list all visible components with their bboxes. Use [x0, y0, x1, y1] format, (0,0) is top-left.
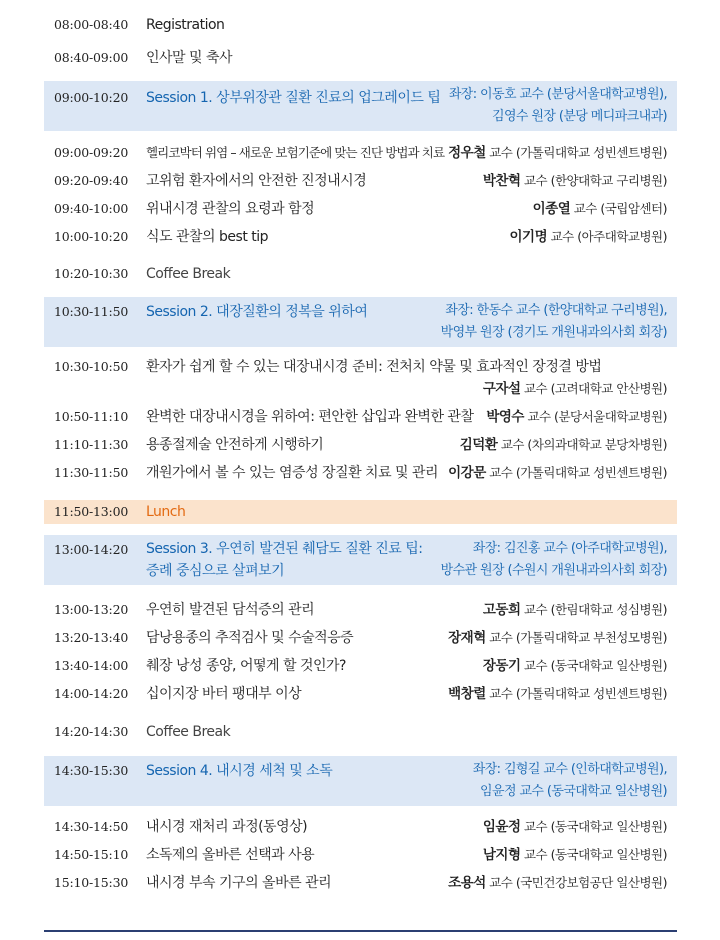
speaker-affiliation: 교수 (국립암센터) — [573, 201, 667, 216]
chair-line-2: 박영부 원장 (경기도 개원내과의사회 회장) — [440, 325, 667, 340]
time-slot: 11:10-11:30 — [54, 437, 129, 452]
speaker-affiliation: 교수 (동국대학교 일산병원) — [523, 847, 667, 862]
time-slot: 11:50-13:00 — [54, 504, 129, 519]
chair-line-2: 임윤정 교수 (동국대학교 일산병원) — [480, 784, 667, 799]
speaker-affiliation: 교수 (한림대학교 성심병원) — [523, 602, 667, 617]
speaker-affiliation: 교수 (가톨릭대학교 성빈센트병원) — [489, 145, 667, 160]
speaker — [448, 462, 667, 484]
lecture-title: 용종절제술 안전하게 시행하기 — [146, 437, 324, 453]
speaker — [483, 655, 667, 677]
speaker-name: 이기명 — [509, 229, 548, 245]
schedule-row-coffee-break — [44, 263, 677, 285]
time-slot: 10:50-11:10 — [54, 409, 129, 424]
time-slot: 13:20-13:40 — [54, 630, 129, 645]
time-slot: 11:30-11:50 — [54, 465, 129, 480]
session-2-header — [44, 297, 677, 347]
speaker-affiliation: 교수 (분당서울대학교병원) — [527, 409, 667, 424]
speaker-affiliation: 교수 (가톨릭대학교 성빈센트병원) — [489, 686, 667, 701]
time-slot: 14:50-15:10 — [54, 847, 129, 862]
speaker-affiliation: 교수 (고려대학교 안산병원) — [523, 381, 667, 396]
time-slot: 15:10-15:30 — [54, 875, 129, 890]
session-chairs — [441, 300, 667, 344]
lecture-title: 식도 관찰의 best tip — [146, 229, 269, 245]
speaker — [460, 434, 667, 456]
time-slot: 14:30-15:30 — [54, 763, 129, 778]
lecture-title: 내시경 재처리 과정(동영상) — [146, 819, 308, 835]
time-slot: 10:30-11:50 — [54, 304, 129, 319]
lecture-row — [44, 198, 677, 220]
item-title: Registration — [146, 17, 225, 33]
session-1-header — [44, 81, 677, 131]
time-slot: 14:20-14:30 — [54, 724, 129, 739]
session-chairs — [441, 538, 667, 582]
session-title: Session 1. 상부위장관 질환 진료의 업그레이드 팁 — [146, 90, 441, 106]
lecture-title: 환자가 쉽게 할 수 있는 대장내시경 준비: 전처치 약물 및 효과적인 장정결 방법 — [146, 359, 602, 375]
lecture-row — [44, 226, 677, 248]
chair-line-1: 좌장: 김형길 교수 (인하대학교병원), — [472, 762, 667, 777]
time-slot: 08:00-08:40 — [54, 17, 129, 32]
speaker — [483, 844, 667, 866]
break-title: Coffee Break — [146, 724, 231, 740]
speaker — [533, 198, 667, 220]
item-title: 인사말 및 축사 — [146, 50, 233, 66]
speaker-name: 조용석 — [448, 875, 486, 891]
break-title: Coffee Break — [146, 266, 231, 282]
lecture-row — [44, 406, 677, 428]
speaker-name: 구자설 — [482, 381, 521, 397]
lecture-title: 내시경 부속 기구의 올바른 관리 — [146, 875, 332, 891]
speaker-affiliation: 교수 (국민건강보험공단 일산병원) — [489, 875, 667, 890]
session-title-line-2: 증례 중심으로 살펴보기 — [146, 563, 285, 579]
lecture-title: 헬리코박터 위염 – 새로운 보험기준에 맞는 진단 방법과 치료 — [146, 145, 445, 160]
time-slot: 14:30-14:50 — [54, 819, 129, 834]
time-slot: 09:40-10:00 — [54, 201, 129, 216]
time-slot: 08:40-09:00 — [54, 50, 129, 65]
speaker — [448, 142, 667, 164]
speaker — [483, 816, 667, 838]
time-slot: 09:00-10:20 — [54, 90, 129, 105]
lecture-row — [44, 462, 677, 484]
chair-line-2: 김영수 원장 (분당 메디파크내과) — [492, 109, 667, 124]
time-slot: 10:00-10:20 — [54, 229, 129, 244]
lecture-row — [44, 872, 677, 894]
time-slot: 10:20-10:30 — [54, 266, 129, 281]
chair-line-1: 좌장: 이동호 교수 (분당서울대학교병원), — [448, 87, 667, 102]
speaker-name: 김덕환 — [459, 437, 498, 453]
time-slot: 14:00-14:20 — [54, 686, 129, 701]
speaker-affiliation: 교수 (차의과대학교 분당차병원) — [500, 437, 667, 452]
session-chairs — [473, 759, 667, 803]
lecture-title: 개원가에서 볼 수 있는 염증성 장질환 치료 및 관리 — [146, 465, 439, 481]
speaker-name: 박영수 — [486, 409, 524, 425]
lecture-title: 위내시경 관찰의 요령과 함정 — [146, 201, 315, 217]
lunch-title: Lunch — [146, 504, 186, 520]
schedule-row-opening — [44, 47, 677, 69]
session-title — [146, 538, 422, 582]
lecture-title: 소독제의 올바른 선택과 사용 — [146, 847, 315, 863]
speaker — [509, 226, 667, 248]
speaker-name: 임윤정 — [482, 819, 521, 835]
speaker-name: 장재혁 — [448, 630, 486, 646]
speaker-name: 정우철 — [448, 145, 486, 161]
speaker-name: 남지형 — [482, 847, 521, 863]
speaker-affiliation: 교수 (아주대학교병원) — [550, 229, 667, 244]
speaker-name: 고동희 — [482, 602, 521, 618]
bottom-divider — [44, 930, 677, 932]
time-slot: 09:20-09:40 — [54, 173, 129, 188]
lecture-title: 고위험 환자에서의 안전한 진정내시경 — [146, 173, 367, 189]
lecture-row — [44, 816, 677, 838]
speaker — [486, 406, 667, 428]
session-title: Session 2. 대장질환의 정복을 위하여 — [146, 304, 368, 320]
chair-line-1: 좌장: 한동수 교수 (한양대학교 구리병원), — [445, 303, 667, 318]
lecture-row — [44, 356, 677, 402]
lecture-row — [44, 844, 677, 866]
speaker — [448, 683, 667, 705]
session-title: Session 4. 내시경 세척 및 소독 — [146, 763, 333, 779]
lecture-row — [44, 599, 677, 621]
chair-line-1: 좌장: 김진홍 교수 (아주대학교병원), — [472, 541, 667, 556]
time-slot: 10:30-10:50 — [54, 359, 129, 374]
speaker-affiliation: 교수 (동국대학교 일산병원) — [523, 658, 667, 673]
lecture-title: 십이지장 바터 팽대부 이상 — [146, 686, 302, 702]
time-slot: 13:00-14:20 — [54, 542, 129, 557]
speaker-affiliation: 교수 (동국대학교 일산병원) — [523, 819, 667, 834]
speaker — [483, 599, 667, 621]
lecture-title: 췌장 낭성 종양, 어떻게 할 것인가? — [146, 658, 346, 674]
speaker-name: 박찬혁 — [482, 173, 521, 189]
lecture-row — [44, 142, 677, 164]
speaker-name: 백창렬 — [448, 686, 486, 702]
speaker — [448, 627, 667, 649]
session-4-header — [44, 756, 677, 806]
lecture-row — [44, 434, 677, 456]
speaker — [448, 872, 667, 894]
lecture-title: 우연히 발견된 담석증의 관리 — [146, 602, 315, 618]
speaker-affiliation: 교수 (가톨릭대학교 성빈센트병원) — [489, 465, 667, 480]
speaker-name: 이종열 — [532, 201, 571, 217]
chair-line-2: 방수관 원장 (수원시 개원내과의사회 회장) — [440, 563, 667, 578]
speaker-name: 장동기 — [482, 658, 521, 674]
speaker-affiliation: 교수 (가톨릭대학교 부천성모병원) — [489, 630, 667, 645]
lecture-row — [44, 683, 677, 705]
speaker-affiliation: 교수 (한양대학교 구리병원) — [523, 173, 667, 188]
session-3-header — [44, 535, 677, 585]
lecture-row — [44, 627, 677, 649]
time-slot: 09:00-09:20 — [54, 145, 129, 160]
lecture-title: 담낭용종의 추적검사 및 수술적응증 — [146, 630, 354, 646]
speaker-name: 이강문 — [448, 465, 486, 481]
session-title-line-1: Session 3. 우연히 발견된 췌담도 질환 진료 팁: — [146, 541, 423, 557]
time-slot: 13:00-13:20 — [54, 602, 129, 617]
speaker — [483, 378, 667, 400]
speaker — [483, 170, 667, 192]
schedule-row-registration — [44, 14, 677, 36]
lecture-title: 완벽한 대장내시경을 위하여: 편안한 삽입과 완벽한 관찰 — [146, 409, 474, 425]
lecture-row — [44, 655, 677, 677]
schedule-row-coffee-break — [44, 721, 677, 743]
session-chairs — [449, 84, 667, 128]
time-slot: 13:40-14:00 — [54, 658, 129, 673]
lecture-row — [44, 170, 677, 192]
schedule-row-lunch — [44, 500, 677, 524]
